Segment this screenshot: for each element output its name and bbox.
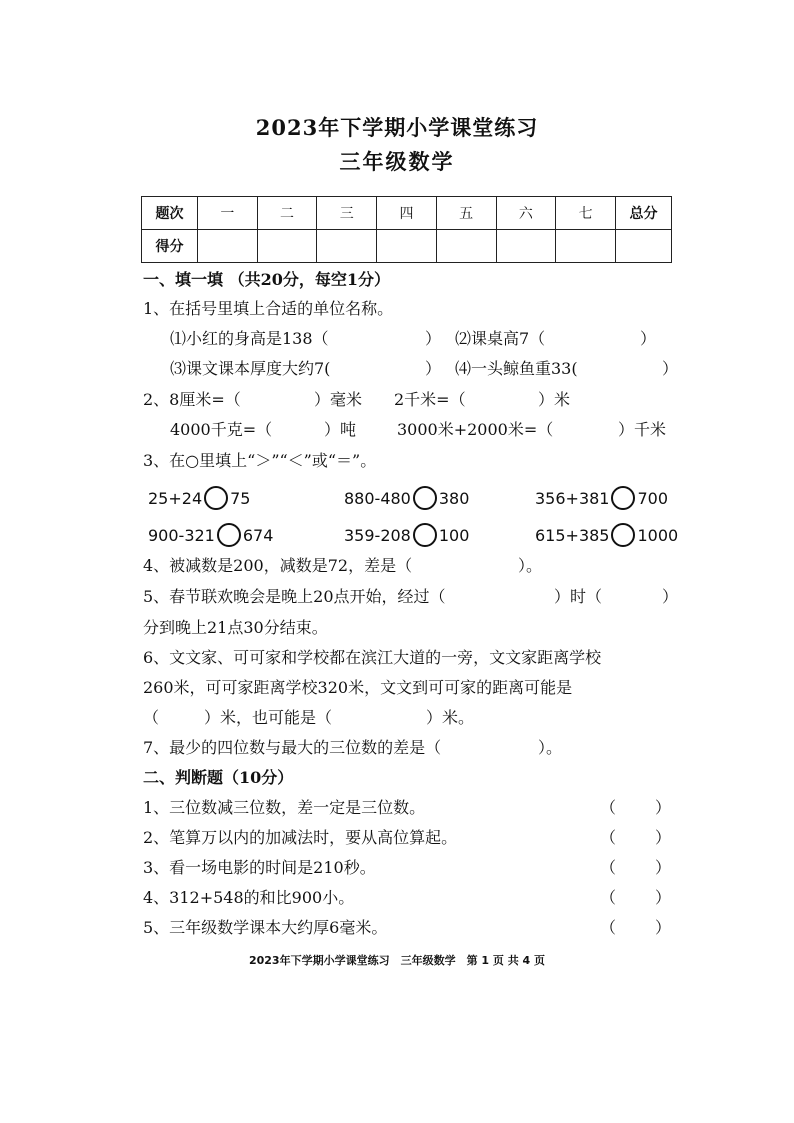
score-cell: 得分 <box>142 230 198 263</box>
score-blank[interactable] <box>257 230 317 263</box>
compare-left: 615+385 <box>535 525 610 545</box>
q1b-close: ） <box>640 329 657 348</box>
judge-paren-close: ） <box>655 918 672 937</box>
score-blank[interactable] <box>317 230 377 263</box>
score-cell: 二 <box>257 197 317 230</box>
q5-mid: ）时（ <box>554 587 603 606</box>
q2b-close: ）米 <box>538 390 571 409</box>
compare-item <box>344 523 469 547</box>
compare-right: 1000 <box>637 525 679 545</box>
score-blank[interactable] <box>377 230 437 263</box>
q7-text: 7、最少的四位数与最大的三位数的差是（ <box>143 738 442 757</box>
q1b-text: ⑵课桌高7（ <box>455 329 546 348</box>
compare-left: 359-208 <box>344 525 411 545</box>
exam-title: 2023年下学期小学课堂练习 <box>255 115 539 140</box>
exam-subtitle: 三年级数学 <box>339 149 455 174</box>
judge-paren-close: ） <box>655 888 672 907</box>
compare-item <box>535 523 678 547</box>
q2c-text: 4000千克=（ <box>170 420 273 439</box>
page-footer: 2023年下学期小学课堂练习 三年级数学 第 1 页 共 4 页 <box>248 954 546 967</box>
q2d-close: ）千米 <box>618 420 667 439</box>
q2a-text: 2、8厘米=（ <box>143 390 241 409</box>
q4-close: ）。 <box>518 556 543 575</box>
q2b-text: 2千米=（ <box>394 390 466 409</box>
compare-item <box>535 486 668 510</box>
q2a-close: ）毫米 <box>314 390 363 409</box>
compare-right: 100 <box>438 525 470 545</box>
score-blank[interactable] <box>556 230 616 263</box>
score-table <box>141 196 672 263</box>
judge-paren-close: ） <box>655 798 672 817</box>
q6-line2: 260米，可可家距离学校320米，文文到可可家的距离可能是 <box>143 678 573 697</box>
score-cell: 总分 <box>616 197 672 230</box>
score-cell: 五 <box>436 197 496 230</box>
q1a-close: ） <box>425 329 442 348</box>
section2-heading: 二、判断题（10分） <box>143 768 294 787</box>
q4-text: 4、被减数是200，减数是72，差是（ <box>143 556 413 575</box>
score-cell: 七 <box>556 197 616 230</box>
q1d-text: ⑷一头鲸鱼重33( <box>455 359 578 378</box>
compare-circle[interactable] <box>413 486 437 510</box>
q5-text: 5、春节联欢晚会是晚上20点开始，经过（ <box>143 587 446 606</box>
compare-right: 380 <box>438 488 470 508</box>
compare-item <box>344 486 469 510</box>
compare-right: 75 <box>230 488 251 508</box>
judge-paren-open: （ <box>600 918 617 937</box>
judge-paren-open: （ <box>600 828 617 847</box>
judge-item: 3、看一场电影的时间是210秒。 <box>143 858 376 877</box>
q6-line3-close: ）米。 <box>426 708 475 727</box>
compare-circle[interactable] <box>217 523 241 547</box>
compare-left: 25+24 <box>148 488 203 508</box>
judge-item: 1、三位数减三位数，差一定是三位数。 <box>143 798 426 817</box>
score-cell: 四 <box>377 197 437 230</box>
q1d-close: ） <box>662 359 679 378</box>
score-blank[interactable] <box>198 230 258 263</box>
compare-circle[interactable] <box>611 523 635 547</box>
q6-line3-open: （ <box>143 708 160 727</box>
q1a-text: ⑴小红的身高是138（ <box>170 329 329 348</box>
judge-paren-open: （ <box>600 858 617 877</box>
section1-heading: 一、填一填 （共20分，每空1分） <box>143 270 390 289</box>
score-cell: 一 <box>198 197 258 230</box>
q6-line1: 6、文文家、可可家和学校都在滨江大道的一旁，文文家距离学校 <box>143 648 602 667</box>
score-table-score-row <box>142 230 672 263</box>
compare-circle[interactable] <box>204 486 228 510</box>
judge-paren-close: ） <box>655 828 672 847</box>
compare-left: 880-480 <box>344 488 411 508</box>
score-cell: 题次 <box>142 197 198 230</box>
q1c-close: ） <box>425 359 442 378</box>
compare-left: 900-321 <box>148 525 215 545</box>
q1c-text: ⑶课文课本厚度大约7( <box>170 359 331 378</box>
compare-circle[interactable] <box>611 486 635 510</box>
judge-item: 2、笔算万以内的加减法时，要从高位算起。 <box>143 828 458 847</box>
judge-paren-open: （ <box>600 798 617 817</box>
compare-item <box>148 523 273 547</box>
score-blank[interactable] <box>616 230 672 263</box>
judge-item: 5、三年级数学课本大约厚6毫米。 <box>143 918 388 937</box>
q6-line3-mid: ）米，也可能是（ <box>204 708 333 727</box>
compare-right: 674 <box>242 525 274 545</box>
question-3: 3、在○里填上“＞”“＜”或“＝”。 <box>143 451 377 470</box>
q7-close: ）。 <box>538 738 563 757</box>
compare-circle[interactable] <box>413 523 437 547</box>
judge-paren-open: （ <box>600 888 617 907</box>
judge-item: 4、312+548的和比900小。 <box>143 888 355 907</box>
q5-line2: 分到晚上21点30分结束。 <box>143 618 328 637</box>
q5-close: ） <box>662 587 679 606</box>
score-cell: 三 <box>317 197 377 230</box>
compare-right: 700 <box>637 488 669 508</box>
compare-left: 356+381 <box>535 488 610 508</box>
score-table-header-row <box>142 197 672 230</box>
question-1: 1、在括号里填上合适的单位名称。 <box>143 299 394 318</box>
score-cell: 六 <box>496 197 556 230</box>
judge-paren-close: ） <box>655 858 672 877</box>
score-blank[interactable] <box>496 230 556 263</box>
q2d-text: 3000米+2000米=（ <box>397 420 554 439</box>
compare-item <box>148 486 250 510</box>
score-blank[interactable] <box>436 230 496 263</box>
q2c-close: ）吨 <box>324 420 357 439</box>
